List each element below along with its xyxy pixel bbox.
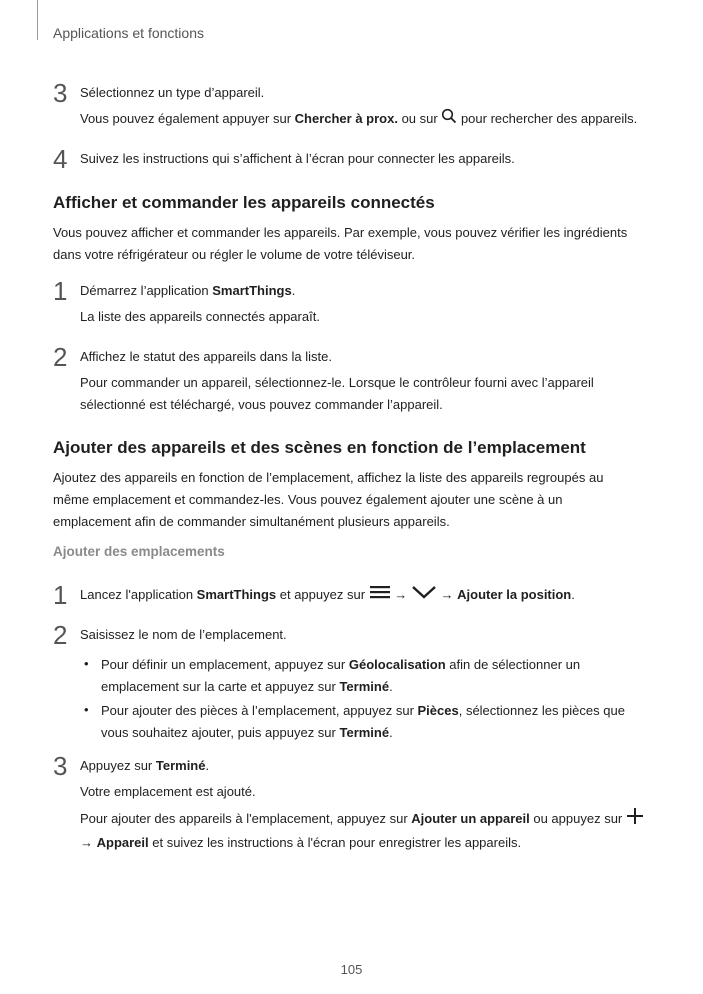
bullet: • <box>84 656 89 671</box>
subtext-mid: ou appuyez sur <box>529 810 626 826</box>
bullet-pre: Pour définir un emplacement, appuyez sur <box>101 657 349 672</box>
subsection-heading: Ajouter des emplacements <box>53 544 225 559</box>
menu-icon <box>369 584 391 607</box>
geolocation-label: Géolocalisation <box>348 657 446 672</box>
step-3-line1: Sélectionnez un type d’appareil. <box>80 85 265 100</box>
step-number: 1 <box>53 276 68 306</box>
section-paragraph: Vous pouvez afficher et commander les appareils. Par exemple, vous pouvez vérifier les ingrédients dans votre réfrigérateur ou régler le volume de votre téléviseur. <box>53 225 628 262</box>
step-4-text: Suivez les instructions qui s’affichent à l’écran pour connecter les appareils. <box>80 151 515 166</box>
step-number: 2 <box>53 342 68 372</box>
done-label: Terminé <box>339 679 390 694</box>
page-number: 105 <box>340 962 363 977</box>
arrow: → <box>440 587 454 602</box>
bullet-mid: afin de sélectionner un emplacement sur la carte et appuyez sur <box>101 657 581 694</box>
bullet-post: . <box>389 725 393 740</box>
step-text: Affichez le statut des appareils dans la liste. <box>80 349 332 364</box>
section2-step-3-text <box>80 755 665 854</box>
subtext-pre: Pour ajouter des appareils à l'emplacement, appuyez sur <box>80 810 412 826</box>
arrow: → <box>394 587 408 602</box>
step-text-post: . <box>571 587 575 602</box>
done-label: Terminé <box>155 758 206 773</box>
done-label: Terminé <box>339 725 390 740</box>
step-number: 4 <box>53 144 68 174</box>
search-icon <box>441 108 457 131</box>
step-number: 1 <box>53 580 68 610</box>
add-position-label: Ajouter la position <box>457 587 572 602</box>
bullet-mid: , sélectionnez les pièces que vous souhaitez ajouter, puis appuyez sur <box>101 703 625 740</box>
device-label: Appareil <box>96 835 149 850</box>
plus-icon <box>626 807 644 832</box>
bullet-post: . <box>389 679 393 694</box>
subtext-post: et suivez les instructions à l'écran pour enregistrer les appareils. <box>148 835 522 850</box>
nearby-search-label: Chercher à prox. <box>294 111 398 126</box>
section-paragraph: Ajoutez des appareils en fonction de l’emplacement, affichez la liste des appareils regroupés au même emplacement et commandez-les. Vous pouvez également ajouter une scène à un emplacement afin de commander simultanément plusieurs appareils. <box>53 470 604 529</box>
bullet-pre: Pour ajouter des pièces à l’emplacement, appuyez sur <box>101 703 418 718</box>
step-text-post: . <box>291 283 296 298</box>
step-3-line2-pre: Vous pouvez également appuyer sur <box>80 111 295 126</box>
chevron-down-icon <box>411 584 437 607</box>
bullet-text <box>101 700 641 744</box>
step-subtext: Pour commander un appareil, sélectionnez-le. Lorsque le contrôleur fourni avec l’appareil sélectionné est téléchargé, vous pouvez commander l’appareil. <box>80 375 594 412</box>
arrow: → <box>80 835 97 850</box>
step-subtext: La liste des appareils connectés apparaît. <box>80 309 320 324</box>
margin-rule <box>37 0 38 40</box>
step-3-line2-post: pour rechercher des appareils. <box>457 111 638 126</box>
step-text-pre: Appuyez sur <box>80 758 156 773</box>
step-text-pre: Lancez l'application <box>80 587 197 602</box>
step-3-line2 <box>80 108 665 131</box>
step-number: 3 <box>53 78 68 108</box>
running-header: Applications et fonctions <box>53 25 204 41</box>
section-heading: Ajouter des appareils et des scènes en fonction de l’emplacement <box>53 438 586 457</box>
step-text-mid: et appuyez sur <box>276 587 369 602</box>
step-number: 2 <box>53 620 68 650</box>
step-3-text <box>80 82 665 131</box>
section1-step-2-text <box>80 346 665 416</box>
app-name: SmartThings <box>196 587 277 602</box>
app-name: SmartThings <box>212 283 292 298</box>
section1-step-1-text <box>80 280 665 328</box>
step-subtext: Votre emplacement est ajouté. <box>80 784 256 799</box>
step-subtext <box>80 807 665 854</box>
step-number: 3 <box>53 751 68 781</box>
bullet-text <box>101 654 601 698</box>
section-heading: Afficher et commander les appareils connectés <box>53 193 435 212</box>
section2-step-2-text: Saisissez le nom de l’emplacement. <box>80 627 287 642</box>
step-3-line2-mid: ou sur <box>397 111 442 126</box>
step-text-post: . <box>205 758 210 773</box>
add-device-label: Ajouter un appareil <box>411 810 530 826</box>
rooms-label: Pièces <box>417 703 459 718</box>
section2-step-1-text <box>80 584 665 607</box>
step-text-pre: Démarrez l’application <box>80 283 213 298</box>
bullet: • <box>84 702 89 717</box>
